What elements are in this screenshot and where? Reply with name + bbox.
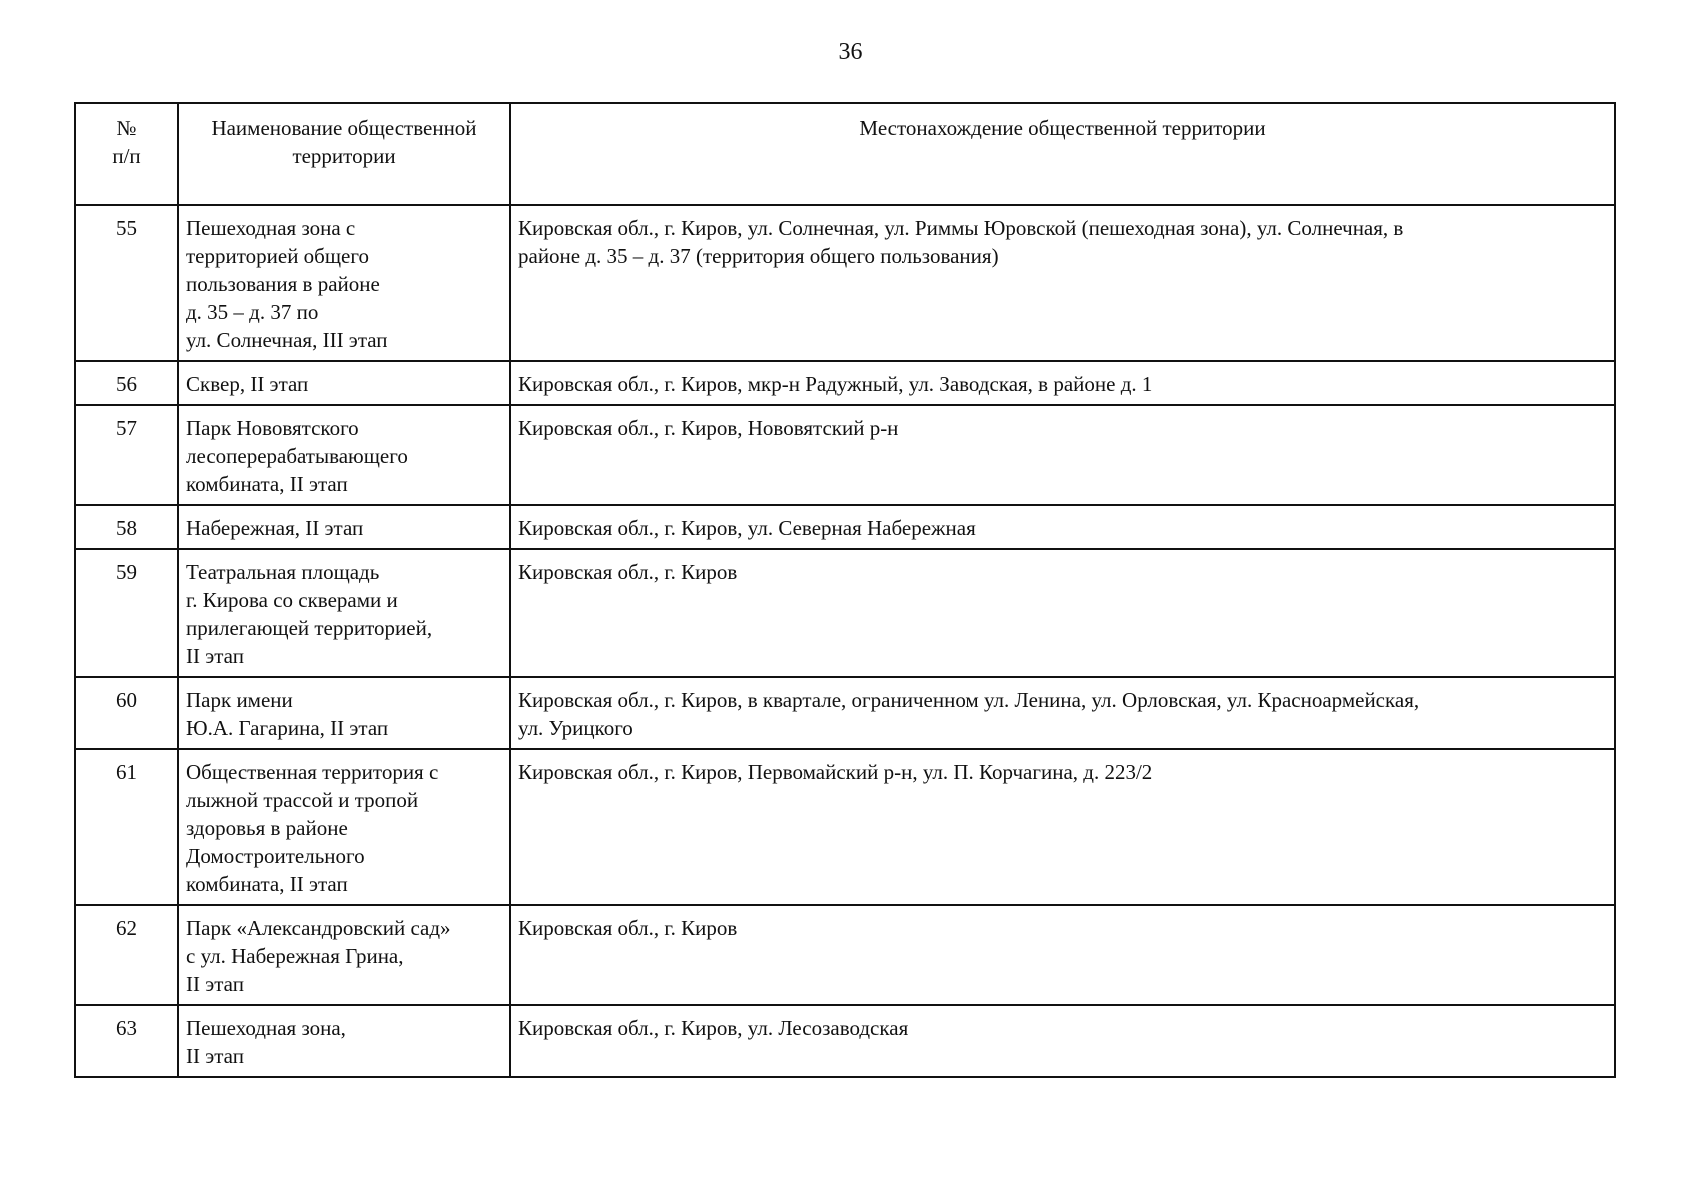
- territory-name: Парк «Александровский сад» с ул. Набережная Грина, II этап: [178, 905, 510, 1005]
- table-row: [75, 749, 1615, 905]
- table-row: [75, 677, 1615, 749]
- row-number: 55: [75, 205, 178, 361]
- header-name: Наименование общественной территории: [178, 103, 510, 205]
- row-number: 56: [75, 361, 178, 405]
- territory-name: Сквер, II этап: [178, 361, 510, 405]
- territory-name: Парк имени Ю.А. Гагарина, II этап: [178, 677, 510, 749]
- row-number: 63: [75, 1005, 178, 1077]
- territory-name: Театральная площадь г. Кирова со скверами и прилегающей территорией, II этап: [178, 549, 510, 677]
- territory-location: Кировская обл., г. Киров, мкр-н Радужный, ул. Заводская, в районе д. 1: [510, 361, 1615, 405]
- header-location: Местонахождение общественной территории: [510, 103, 1615, 205]
- territory-location: Кировская обл., г. Киров, в квартале, ограниченном ул. Ленина, ул. Орловская, ул. Красноармейская, ул. Урицкого: [510, 677, 1615, 749]
- row-number: 57: [75, 405, 178, 505]
- row-number: 61: [75, 749, 178, 905]
- table-row: [75, 1005, 1615, 1077]
- territory-location: Кировская обл., г. Киров, Нововятский р-н: [510, 405, 1615, 505]
- table-row: [75, 505, 1615, 549]
- territory-name: Общественная территория с лыжной трассой и тропой здоровья в районе Домостроительного комбината, II этап: [178, 749, 510, 905]
- row-number: 59: [75, 549, 178, 677]
- territories-table: [74, 102, 1616, 1078]
- row-number: 62: [75, 905, 178, 1005]
- territory-location: Кировская обл., г. Киров, ул. Солнечная, ул. Риммы Юровской (пешеходная зона), ул. Солнечная, в районе д. 35 – д. 37 (территория общего пользования): [510, 205, 1615, 361]
- table-row: [75, 549, 1615, 677]
- territory-location: Кировская обл., г. Киров, ул. Северная Набережная: [510, 505, 1615, 549]
- territory-location: Кировская обл., г. Киров, Первомайский р-н, ул. П. Корчагина, д. 223/2: [510, 749, 1615, 905]
- table-row: [75, 905, 1615, 1005]
- header-num: № п/п: [75, 103, 178, 205]
- row-number: 60: [75, 677, 178, 749]
- territory-name: Парк Нововятского лесоперерабатывающего комбината, II этап: [178, 405, 510, 505]
- territory-location: Кировская обл., г. Киров: [510, 905, 1615, 1005]
- territory-location: Кировская обл., г. Киров: [510, 549, 1615, 677]
- row-number: 58: [75, 505, 178, 549]
- territory-name: Пешеходная зона с территорией общего пользования в районе д. 35 – д. 37 по ул. Солнечная, III этап: [178, 205, 510, 361]
- table-header-row: [75, 103, 1615, 205]
- table-row: [75, 361, 1615, 405]
- page-number: 36: [838, 39, 863, 65]
- table-row: [75, 205, 1615, 361]
- territory-name: Пешеходная зона, II этап: [178, 1005, 510, 1077]
- table-row: [75, 405, 1615, 505]
- territory-name: Набережная, II этап: [178, 505, 510, 549]
- territory-location: Кировская обл., г. Киров, ул. Лесозаводская: [510, 1005, 1615, 1077]
